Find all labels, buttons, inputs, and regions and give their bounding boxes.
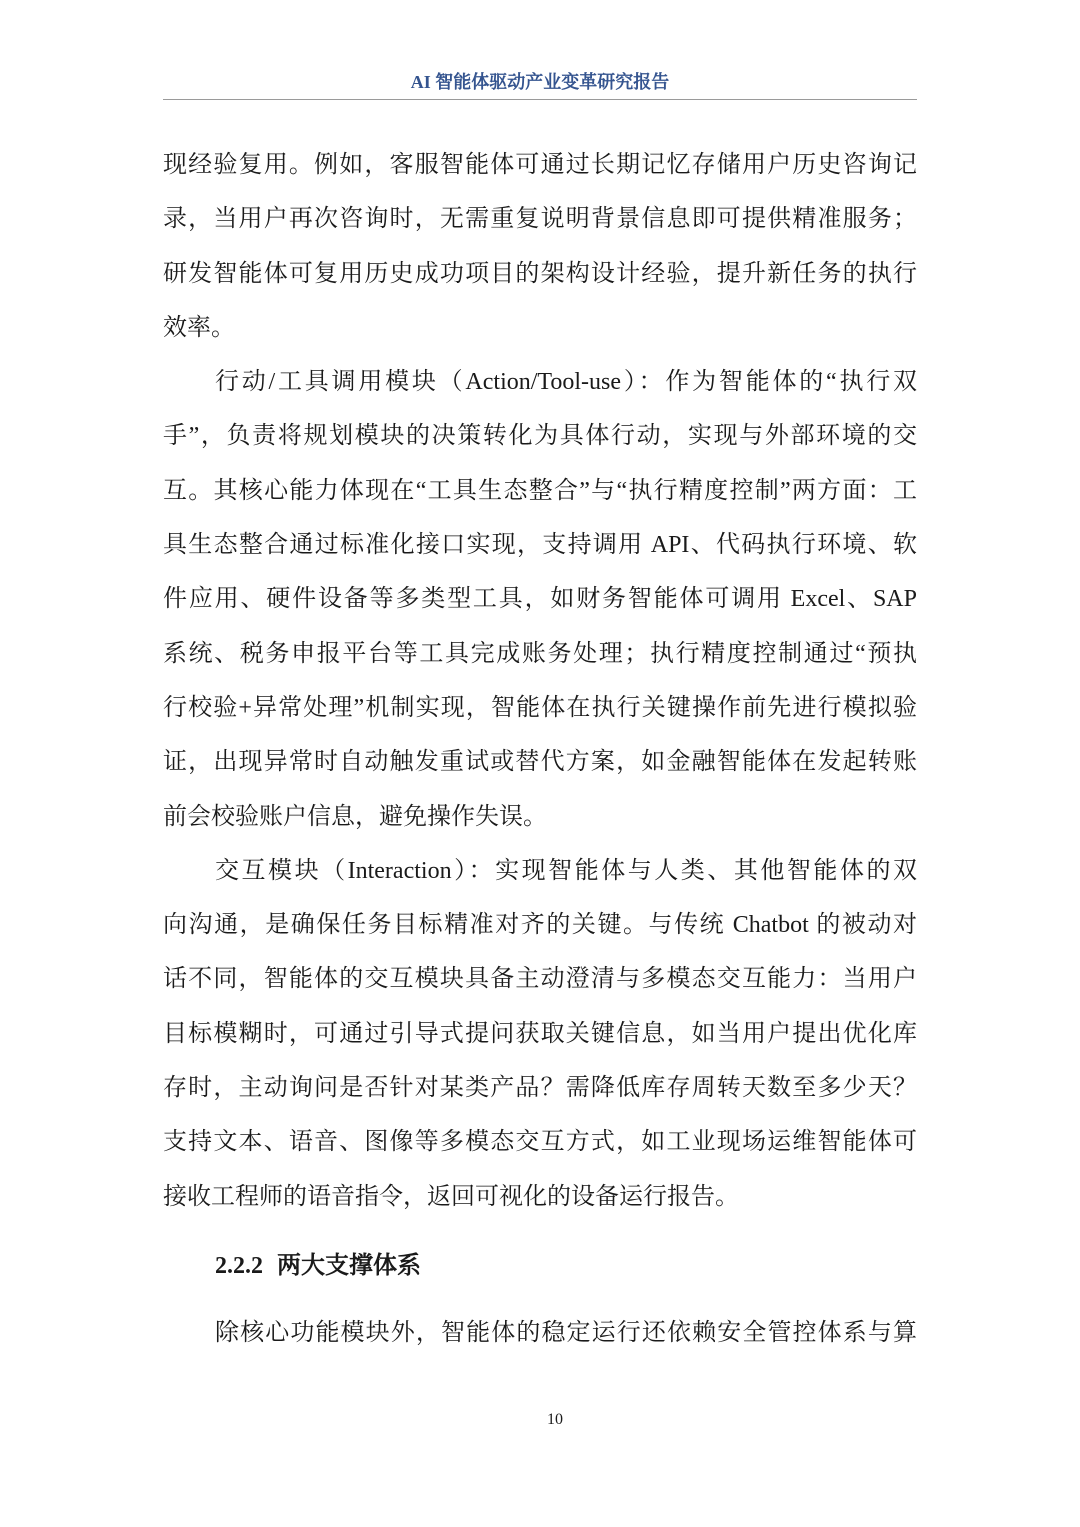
header-divider: [163, 99, 917, 100]
text-line: 系统、税务申报平台等工具完成账务处理；执行精度控制通过“预执: [163, 640, 917, 667]
text-line: 前会校验账户信息，避免操作失误。: [163, 803, 547, 830]
text-line: 目标模糊时，可通过引导式提问获取关键信息，如当用户提出优化库: [163, 1020, 917, 1047]
text-line: 话不同，智能体的交互模块具备主动澄清与多模态交互能力：当用户: [163, 966, 917, 993]
body-text: [163, 138, 917, 1360]
section-heading: [163, 1239, 917, 1293]
text-line: 接收工程师的语音指令，返回可视化的设备运行报告。: [163, 1183, 739, 1210]
paragraph-interaction: [163, 844, 917, 1224]
section-number: 2.2.2: [215, 1252, 263, 1279]
text-line: 交互模块（Interaction）：实现智能体与人类、其他智能体的双: [215, 857, 917, 884]
section-title: 两大支撑体系: [277, 1252, 421, 1279]
text-line: 件应用、硬件设备等多类型工具，如财务智能体可调用 Excel、SAP: [163, 586, 917, 613]
text-line: 现经验复用。例如，客服智能体可通过长期记忆存储用户历史咨询记: [163, 152, 917, 178]
text-line: 手”，负责将规划模块的决策转化为具体行动，实现与外部环境的交: [163, 423, 917, 450]
running-header-title: AI 智能体驱动产业变革研究报告: [410, 72, 670, 92]
paragraph-action-tool-use: [163, 355, 917, 844]
text-line: 行动/工具调用模块（Action/Tool-use）：作为智能体的“执行双: [215, 369, 917, 396]
text-line: 向沟通，是确保任务目标精准对齐的关键。与传统 Chatbot 的被动对: [163, 912, 917, 939]
text-line: 支持文本、语音、图像等多模态交互方式，如工业现场运维智能体可: [163, 1129, 917, 1156]
paragraph-support-systems: [163, 1306, 917, 1360]
text-line: 行校验+异常处理”机制实现，智能体在执行关键操作前先进行模拟验: [163, 694, 917, 721]
text-line: 具生态整合通过标准化接口实现，支持调用 API、代码执行环境、软: [163, 532, 917, 559]
text-line: 证，出现异常时自动触发重试或替代方案，如金融智能体在发起转账: [163, 749, 917, 776]
text-line: 录，当用户再次咨询时，无需重复说明背景信息即可提供精准服务；: [163, 206, 917, 233]
text-line: 研发智能体可复用历史成功项目的架构设计经验，提升新任务的执行: [163, 260, 917, 287]
text-line: 存时，主动询问是否针对某类产品？需降低库存周转天数至多少天？: [163, 1075, 917, 1102]
page-number: 10: [547, 1411, 563, 1428]
paragraph-memory-continuation: [163, 138, 917, 355]
text-line: 效率。: [163, 314, 235, 341]
text-line: 互。其核心能力体现在“工具生态整合”与“执行精度控制”两方面：工: [163, 477, 917, 504]
text-line: 除核心功能模块外，智能体的稳定运行还依赖安全管控体系与算: [215, 1319, 917, 1346]
